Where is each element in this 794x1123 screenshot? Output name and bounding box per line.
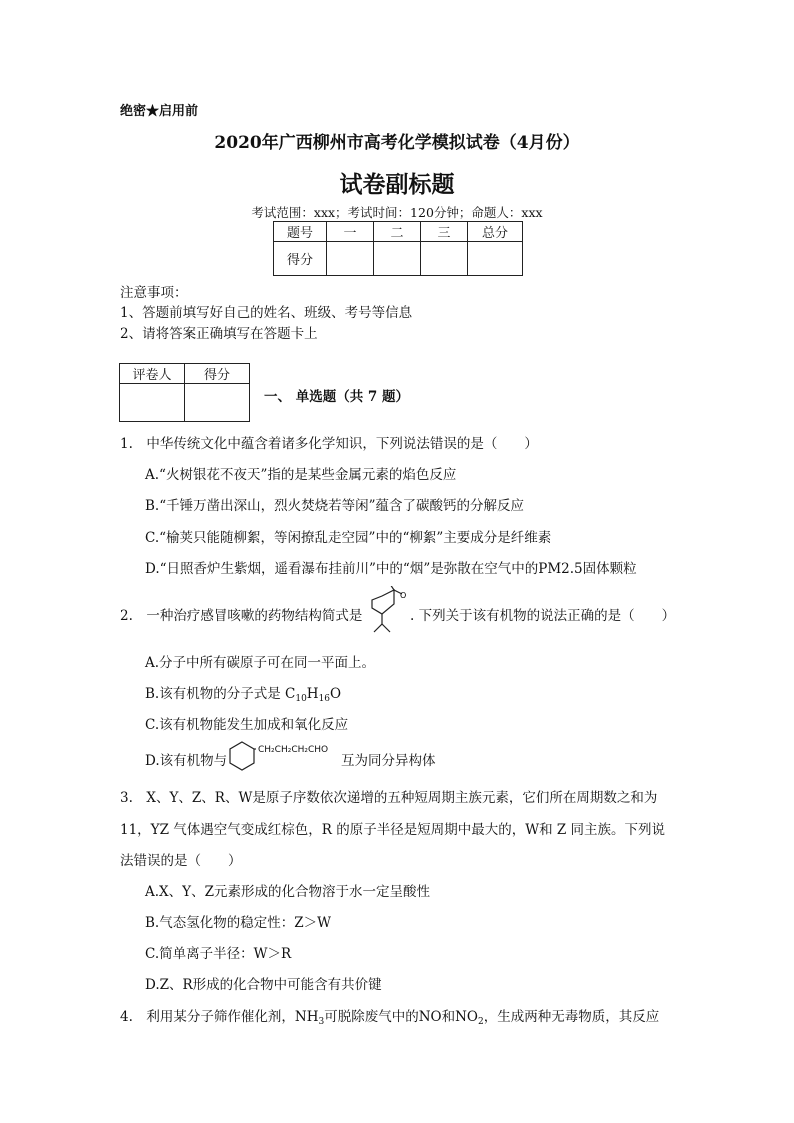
score-cell[interactable]: [185, 384, 250, 422]
score-table-header: 二: [374, 222, 421, 242]
question-1-option-a[interactable]: A.“火树银花不夜天”指的是某些金属元素的焰色反应: [145, 467, 457, 483]
option-b-prefix: B.该有机物的分子式是 C: [145, 686, 296, 702]
exam-title: 2020年广西柳州市高考化学模拟试卷（4月份）: [214, 133, 580, 153]
side-chain-formula: CH₂CH₂CH₂CHO: [258, 745, 329, 755]
score-table-header: 三: [421, 222, 468, 242]
question-2-option-d[interactable]: [145, 749, 227, 769]
secret-mark: 绝密★启用前: [120, 104, 199, 119]
score-cell[interactable]: [421, 242, 468, 276]
svg-text:O: O: [400, 591, 407, 600]
exam-subtitle: 试卷副标题: [339, 171, 455, 198]
score-cell[interactable]: [374, 242, 421, 276]
question-2-stem-end: . 下列关于该有机物的说法正确的是（ ）: [410, 608, 676, 624]
score-cell[interactable]: [327, 242, 374, 276]
score-row-label: 得分: [274, 242, 327, 276]
question-2-option-b[interactable]: [145, 682, 341, 704]
grader-table: [119, 363, 250, 422]
grader-cell[interactable]: [120, 384, 185, 422]
q4-suffix: ，生成两种无毒物质，其反应: [483, 1009, 660, 1025]
score-table: [273, 221, 523, 276]
section-title: 一、 单选题（共 7 题）: [264, 389, 409, 405]
grader-header: 评卷人: [120, 364, 185, 384]
question-3-option-d[interactable]: D.Z、R形成的化合物中可能含有共价键: [145, 977, 382, 993]
notes-heading: 注意事项：: [120, 285, 188, 301]
score-cell[interactable]: [468, 242, 523, 276]
formula-subscript: 16: [318, 694, 331, 704]
option-b-mid: H: [306, 686, 319, 702]
q4-prefix: 4. 利用某分子筛作催化剂，NH: [120, 1009, 319, 1025]
score-header: 得分: [185, 364, 250, 384]
formula-subscript: 10: [295, 694, 307, 704]
question-3-option-b[interactable]: B.气态氢化物的稳定性：Z＞W: [145, 915, 331, 931]
option-b-suffix: O: [330, 686, 342, 702]
question-2-stem-start: 2. 一种治疗感冒咳嗽的药物结构简式是: [120, 608, 363, 624]
score-table-header: 题号: [274, 222, 327, 242]
notes-item: 1、答题前填写好自己的姓名、班级、考号等信息: [120, 305, 413, 321]
question-2-option-c[interactable]: C.该有机物能发生加成和氧化反应: [145, 717, 349, 733]
question-1-option-b[interactable]: B.“千锤万凿出深山，烈火焚烧若等闲”蕴含了碳酸钙的分解反应: [145, 498, 525, 514]
question-3-stem-line: 3. X、Y、Z、R、W是原子序数依次递增的五种短周期主族元素，它们所在周期数之和为: [120, 790, 658, 806]
q4-mid: 可脱除废气中的NO和NO: [324, 1009, 478, 1025]
formula-subscript: 3: [318, 1017, 325, 1027]
question-3-option-c[interactable]: C.简单离子半径：W＞R: [145, 946, 292, 962]
score-table-header: 总分: [468, 222, 523, 242]
option-d-suffix: 互为同分异构体: [341, 753, 436, 769]
benzene-ring-image: [228, 740, 256, 772]
question-1-option-d[interactable]: D.“日照香炉生紫烟，遥看瀑布挂前川”中的“烟”是弥散在空气中的PM2.5固体颗粒: [145, 561, 637, 577]
question-3-stem-line: 11，YZ 气体遇空气变成红棕色，R 的原子半径是短周期中最大的，W和 Z 同主族。下列说: [120, 822, 666, 838]
question-1-option-c[interactable]: C.“榆荚只能随柳絮，等闲撩乱走空园”中的“柳絮”主要成分是纤维素: [145, 530, 552, 546]
question-4-stem: [120, 1005, 659, 1027]
exam-info: 考试范围：xxx；考试时间：120分钟；命题人：xxx: [251, 205, 543, 220]
molecule-structure-image: [368, 586, 412, 638]
question-2-option-a[interactable]: A.分子中所有碳原子可在同一平面上。: [145, 655, 376, 671]
option-d-prefix: D.该有机物与: [145, 753, 228, 769]
question-3-option-a[interactable]: A.X、Y、Z元素形成的化合物溶于水一定呈酸性: [145, 884, 430, 900]
score-table-header: 一: [327, 222, 374, 242]
question-1-stem: 1. 中华传统文化中蕴含着诸多化学知识，下列说法错误的是（ ）: [120, 436, 538, 452]
formula-subscript: 2: [477, 1017, 484, 1027]
question-3-stem-line: 法错误的是（ ）: [120, 853, 242, 869]
notes-item: 2、请将答案正确填写在答题卡上: [120, 326, 318, 342]
